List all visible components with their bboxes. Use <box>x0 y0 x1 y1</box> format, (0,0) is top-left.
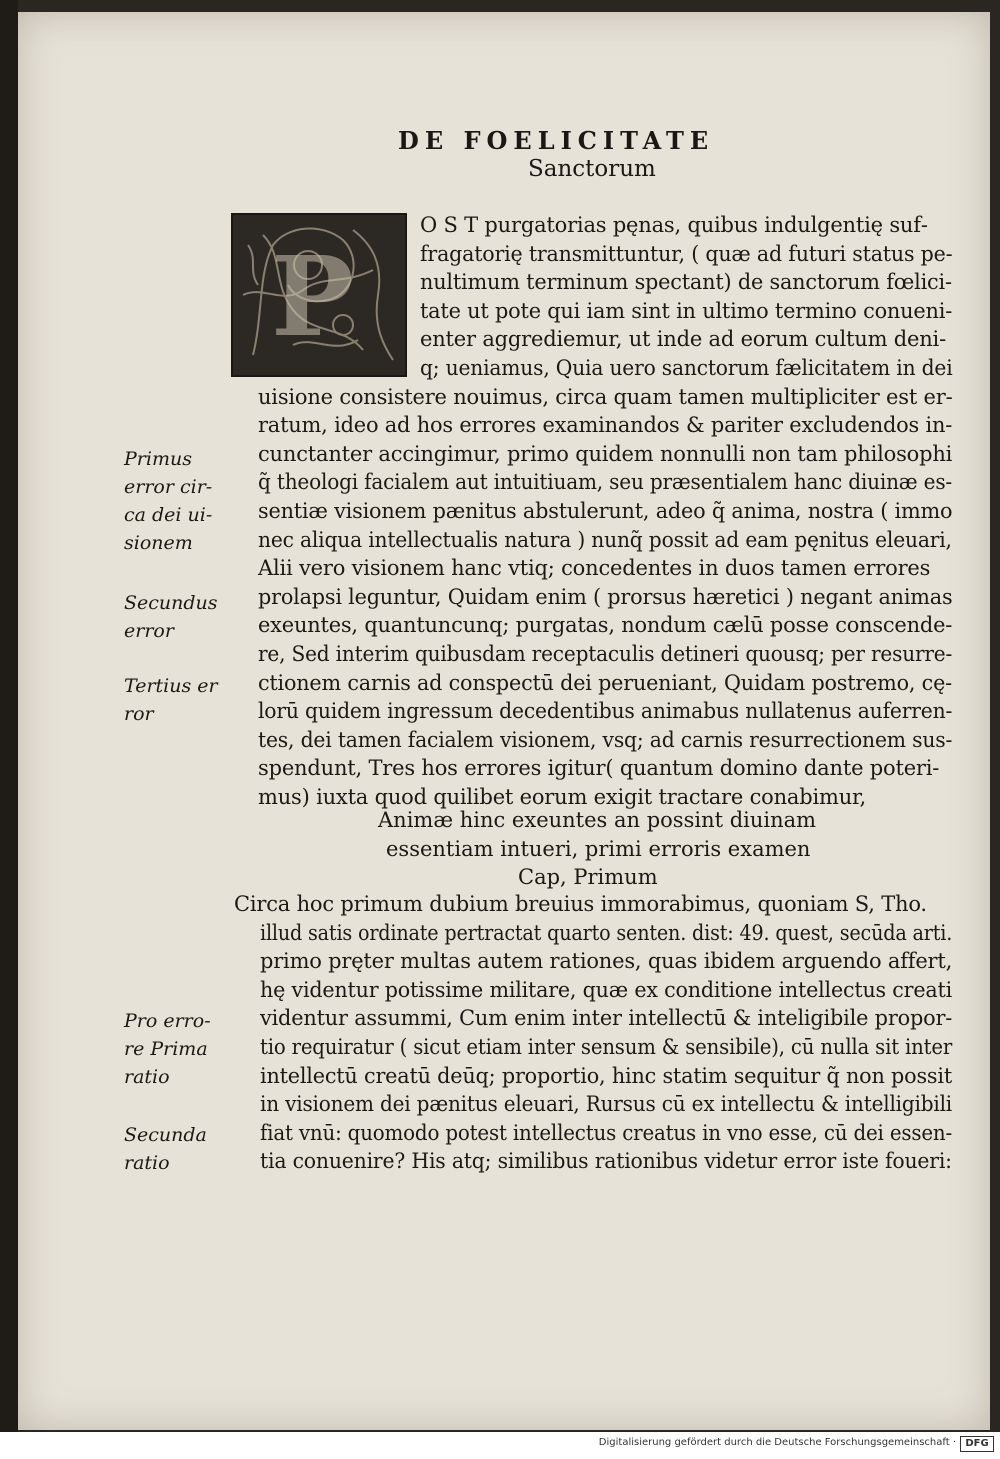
svg-text:P: P <box>271 232 354 361</box>
body-line: enter aggrediemur, ut inde ad eorum cultum deni‑ <box>420 327 946 352</box>
body-line: O S T purgatorias pęnas, quibus indulgentię suf‑ <box>420 213 928 237</box>
marginal-note: ca dei ui‑ <box>124 504 213 526</box>
body-line: exeuntes, quantuncunq; purgatas, nondum cælū posse conscende‑ <box>258 613 953 638</box>
marginal-note: Pro erro‑ <box>124 1010 211 1032</box>
footer-credit: Digitalisierung gefördert durch die Deutsche Forschungsgemeinschaft · <box>598 1437 956 1448</box>
body-line: in visionem dei pænitus eleuari, Rursus cū ex intellectu & intelligibili <box>260 1092 953 1117</box>
body-line: mus) iuxta quod quilibet eorum exigit tractare conabimur, <box>258 785 867 809</box>
body-line: lorū quidem ingressum decedentibus animabus nullatenus auferren‑ <box>258 699 953 724</box>
heading-line: Cap, Primum <box>518 865 658 890</box>
body-line: intellectū creatū deūq; proportio, hinc statim sequitur q̃ non possit <box>260 1063 952 1088</box>
marginal-note: error <box>124 620 174 642</box>
marginal-note: ratio <box>124 1152 170 1174</box>
body-line: q; ueniamus, Quia uero sanctorum fælicitatem in dei <box>420 356 953 380</box>
body-line: spendunt, Tres hos errores igitur( quantum domino dante poteri‑ <box>258 756 940 781</box>
body-line: ratum, ideo ad hos errores examinandos & pariter excludendos in‑ <box>258 413 953 438</box>
body-line: re, Sed interim quibusdam receptaculis detineri quousq; per resurre‑ <box>258 642 953 666</box>
marginal-note: Primus <box>124 448 192 470</box>
body-line: tio requiratur ( sicut etiam inter sensum & sensibile), cū nulla sit inter <box>260 1035 953 1059</box>
body-line: tes, dei tamen facialem visionem, vsq; ad carnis resurrectionem sus‑ <box>258 727 953 752</box>
decorated-initial-p <box>231 213 407 377</box>
heading-line: essentiam intueri, primi erroris examen <box>386 836 811 861</box>
page-title: DE FOELICITATE <box>398 126 715 155</box>
body-line: ctionem carnis ad conspectū dei perueniant, Quidam postremo, cę‑ <box>258 670 952 695</box>
marginal-note: ror <box>124 703 154 725</box>
body-line: illud satis ordinate pertractat quarto senten. dist: 49. quest, secūda arti. <box>260 920 953 945</box>
body-line: tate ut pote qui iam sint in ultimo termino conueni‑ <box>420 298 953 323</box>
body-line: uisione consistere nouimus, circa quam tamen multipliciter est er‑ <box>258 384 953 409</box>
body-line: prolapsi leguntur, Quidam enim ( prorsus hæretici ) negant animas <box>258 584 953 609</box>
scan-left-edge <box>0 0 18 1459</box>
page-subtitle: Sanctorum <box>528 156 656 182</box>
body-line: tia conuenire? His atq; similibus rationibus videtur error iste foueri: <box>260 1149 952 1174</box>
body-line: q̃ theologi facialem aut intuitiuam, seu præsentialem hanc diuinæ es‑ <box>258 470 953 495</box>
body-line: fiat vnū: quomodo potest intellectus creatus in vno esse, cū dei essen‑ <box>260 1120 953 1145</box>
body-line: videntur assummi, Cum enim inter intellectū & inteligibile propor‑ <box>260 1006 953 1031</box>
body-line: Circa hoc primum dubium breuius immorabimus, quoniam S, Tho. <box>234 892 927 916</box>
body-line: Alii vero visionem hanc vtiq; concedentes in duos tamen errores <box>258 556 931 581</box>
body-line: sentiæ visionem pænitus abstulerunt, adeo q̃ anima, nostra ( immo <box>258 499 953 523</box>
body-line: cunctanter accingimur, primo quidem nonnulli non tam philosophi <box>258 441 953 466</box>
marginal-note: ratio <box>124 1066 170 1088</box>
body-line: nec aliqua intellectualis natura ) nunq̃ possit ad eam pęnitus eleuari, <box>258 527 952 552</box>
body-line: nultimum terminum spectant) de sanctorum fœlici‑ <box>420 270 952 295</box>
body-line: primo pręter multas autem rationes, quas ibidem arguendo affert, <box>260 949 953 974</box>
marginal-note: error cir‑ <box>124 476 213 498</box>
marginal-note: Secundus <box>124 592 218 614</box>
body-line: fragatorię transmittuntur, ( quæ ad futuri status pe‑ <box>420 241 953 266</box>
marginal-note: sionem <box>124 532 193 554</box>
marginal-note: re Prima <box>124 1038 208 1060</box>
dfg-logo-icon: DFG <box>960 1436 994 1452</box>
marginal-note: Tertius er <box>124 675 218 697</box>
heading-line: Animæ hinc exeuntes an possint diuinam <box>378 808 817 832</box>
marginal-note: Secunda <box>124 1124 207 1146</box>
body-line: hę videntur potissime militare, quæ ex conditione intellectus creati <box>260 977 952 1002</box>
